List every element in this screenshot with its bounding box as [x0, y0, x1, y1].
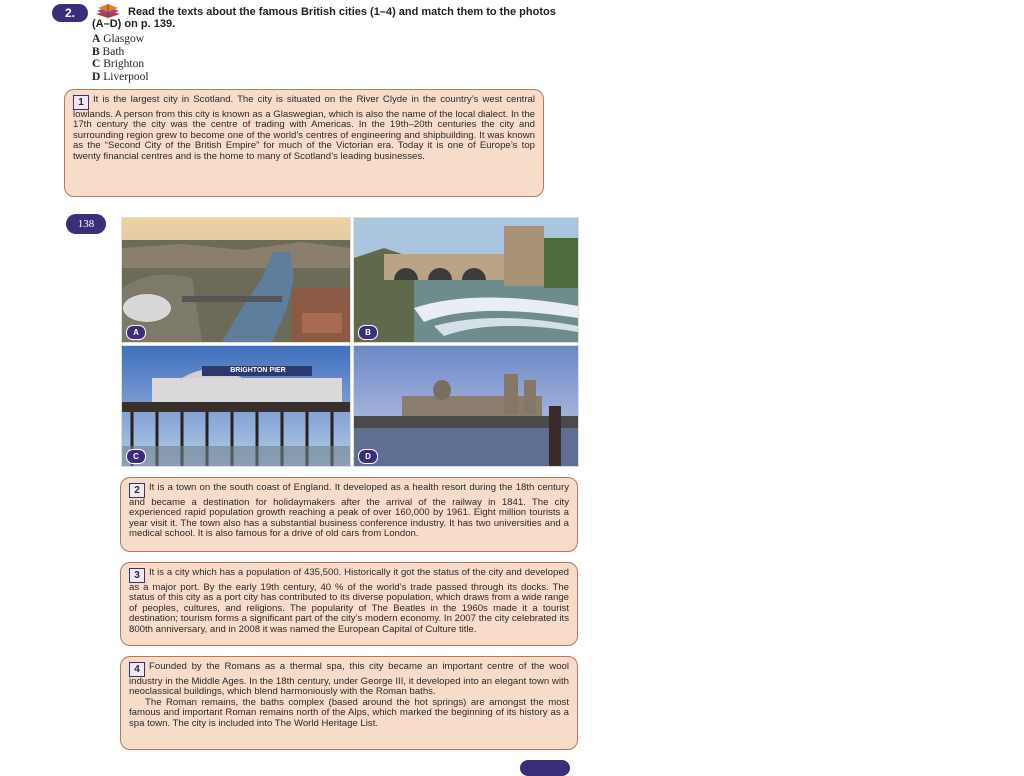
option-d: D Liverpool [92, 70, 149, 83]
text-box-2 [120, 477, 578, 552]
photo-label-c: C [126, 449, 146, 464]
pier-sign: BRIGHTON PIER [230, 367, 286, 374]
photo-label-a: A [126, 325, 146, 340]
text-box-3 [120, 562, 578, 646]
photo-d-image [354, 346, 578, 466]
photo-a-image [122, 218, 350, 342]
text-box-4 [120, 656, 578, 750]
text-number-3: 3 [129, 568, 145, 583]
photo-c [121, 345, 351, 467]
photo-b-image [354, 218, 578, 342]
page-number-badge: 138 [66, 214, 106, 234]
text-number-4: 4 [129, 662, 145, 677]
option-c: C Brighton [92, 58, 145, 70]
option-a: A Glasgow [92, 33, 145, 45]
text-number-1: 1 [73, 95, 89, 110]
next-page-badge [520, 760, 570, 776]
photo-a [121, 217, 351, 343]
text-body-3: It is a city which has a population of 435,500. Historically it got the status of the city and developed as a major port. By the early 19th century, 40 % of the world’s trade passed through its docks. The status of this city as a port city has contributed to its diverse population, which draws from a wide range of peoples, cultures, and religions. The popularity of The Beatles in the 1960s made it a tourist destination; tourism forms a significant part of the city’s modern economy. In 2007 the city celebrated its 800th anniversary, and in 2008 it was named the European Capital of Culture title. [129, 567, 569, 635]
task-number-badge: 2. [52, 4, 88, 22]
text-body-4-continued: The Roman remains, the baths complex (based around the hot springs) are amongst the most famous and important Roman remains north of the Alps, which marked the beginning of its history as a spa town. The city is included into The World Heritage List. [129, 696, 569, 729]
text-number-2: 2 [129, 483, 145, 498]
text-body-2: It is a town on the south coast of England. It developed as a health resort during the 18th century and became a destination for holidaymakers after the arrival of the railway in 1841. The city experienced rapid population growth reaching a peak of over 160,000 by 1961. Eight million tourists a year visit it. The town also has a substantial business conference industry. It has two universities and a medical school. It is also famous for a drive of old cars from London. [129, 482, 569, 540]
task-instruction: Read the texts about the famous British cities (1–4) and match them to the photos (A–D) on p. 139. [92, 6, 556, 30]
text-body-1: It is the largest city in Scotland. The city is situated on the River Clyde in the country’s west central lowlands. A person from this city is known as a Glaswegian, which is also the name of the local dialect. In the 17th century the city was the centre of trading with Americas. In the 19th–20th centuries the city and surrounding region grew to become one of the world’s centres of engineering and shipbuilding. It was known as the “Second City of the British Empire” for much of the Victorian era. Today it is one of Europe’s top twenty financial centres and is the home to many of Scotland’s leading businesses. [73, 94, 535, 162]
option-b: B Bath [92, 45, 125, 58]
photo-label-b: B [358, 325, 378, 340]
photo-c-image [122, 346, 350, 466]
text-body-4: Founded by the Romans as a thermal spa, this city became an important centre of the wool industry in the Middle Ages. In the 18th century, under George III, it developed into an elegant town with neoclassical buildings, which blend harmoniously with the Roman baths. [129, 661, 569, 698]
text-box-1 [64, 89, 544, 197]
photo-label-d: D [358, 449, 378, 464]
city-options-list [92, 33, 149, 83]
photo-d [353, 345, 579, 467]
photo-b [353, 217, 579, 343]
